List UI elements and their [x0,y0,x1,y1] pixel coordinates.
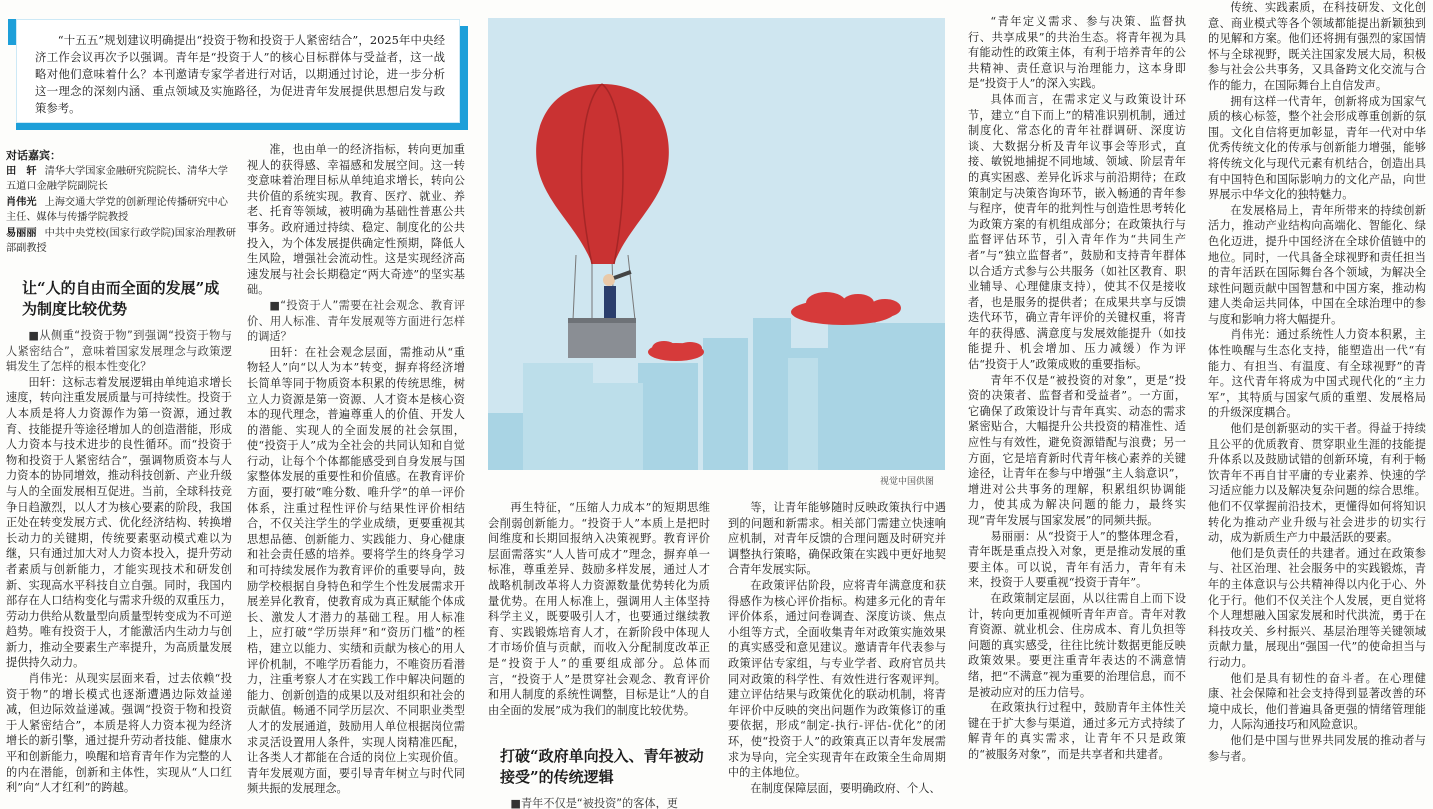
column-1 [6,328,232,809]
guest-list [6,148,238,257]
guest-heading: 对话嘉宾： [6,149,61,162]
image-credit: 视觉中国供图 [880,477,935,487]
column-3 [488,500,710,738]
body-paragraph: 肖伟光：通过系统性人力资本积累，主体性唤醒与生态化支持，能塑造出一代“有能力、有担当、有温度、有全球视野”的青年。这代青年将成为中国式现代化的“主力军”，其特质与国家气质的重塑、发展格局的升级深度耦合。 [1208,328,1426,420]
question-paragraph: ■青年不仅是“被投资”的客体，更 [510,797,678,809]
guest-name: 肖伟光 [6,196,37,208]
guest-desc: 上海交通大学党的创新理论传播研究中心主任、媒体与传播学院教授 [6,196,228,223]
question-paragraph: ■“投资于人”需要在社会观念、教育评价、用人标准、青年发展观等方面进行怎样的调适？ [247,298,465,344]
intro-decoration-bar [8,19,16,45]
column-5 [968,14,1186,809]
body-paragraph: 在发展格局上，青年所带来的持续创新活力，推动产业结构向高端化、智能化、绿色化迈进，提升中国经济在全球价值链中的地位。同时，一代具备全球视野和责任担当的青年活跃在国际舞台各个领域，为解决全球性问题贡献中国智慧和中国方案，推动构建人类命运共同体，中国在全球治理中的参与度和影响力将大幅提升。 [1208,203,1426,326]
body-paragraph: 田轩：这标志着发展逻辑由单纯追求增长速度，转向注重发展质量与可持续性。投资于人本质是将人力资源作为第一资源，通过教育、技能提升等途径增加人的创造潜能，形成人力资本与技术进步的良性循环。而“投资于物和投资于人紧密结合”，强调物质资本与人力资本的协同增效，推动科技创新、产业升级与人的全面发展相互促进。当前，全球科技竞争日趋激烈，以人才为核心要素的阶段，我国正处在转变发展方式、优化经济结构、转换增长动力的关键期，传统要素驱动模式难以为继，只有通过加大对人力资本投入，提升劳动者素质与创新能力，才能实现技术和研发创新、实现高水平科技自立自强。同时，我国内部存在人口结构变化与需求升级的双重压力，劳动力供给从数量型向质量型转变成为不可逆趋势。唯有投资于人，才能激活内生动力与创新力，推动全要素生产率提升，为高质量发展提供持久动力。 [6,375,232,670]
column-2 [247,142,465,809]
body-paragraph: 在政策制定层面，从以往需自上而下设计，转向更加重视倾听青年声音。青年对教育资源、就业机会、住房成本、育儿负担等问题的真实感受，往往比统计数据更能反映政策效果。要更注重青年表达的不满意情绪，把“不满意”视为重要的治理信息，而不是被动应对的压力信号。 [968,591,1186,699]
guest-desc: 中共中央党校(国家行政学院)国家治理教研部副教授 [6,227,236,254]
intro-decoration-bottom [16,122,468,130]
column-4 [728,500,946,809]
guest-name: 田 轩 [6,165,37,177]
body-paragraph: 他们是具有韧性的奋斗者。在心理健康、社会保障和社会支持得到显著改善的环境中成长，他们普遍具备更强的情绪管理能力，人际沟通技巧和风险意识。 [1208,671,1426,732]
intro-decoration-side [460,26,468,130]
section-heading-1: 让“人的自由而全面的发展”成为制度比较优势 [22,279,220,318]
body-paragraph: 传统、实践素质，在科技研发、文化创意、商业模式等各个领域都能提出新颖独到的见解和方案。他们还将拥有强烈的家国情怀与全球视野，既关注国家发展大局，积极参与社会公共事务，又具备跨文化交流与合作的能力，在国际舞台上自信发声。 [1208,1,1426,92]
body-paragraph: 在政策执行过程中，鼓励青年主体性关键在于扩大参与渠道，通过多元方式持续了解青年的真实需求，让青年不只是政策的“被服务对象”，而是共享者和共建者。 [968,701,1186,761]
guest-name: 易丽丽 [6,227,37,239]
body-paragraph: 肖伟光：从现实层面来看，过去依赖“投资于物”的增长模式也逐渐遭遇边际效益递减，但边际效益递减。强调“投资于物和投资于人紧密结合”，本质是将人力资本视为经济增长的新引擎，通过提升劳动者技能、健康水平和创新能力，唤醒和培育青年作为完整的人的内在潜能，创新和主体性，实现从“人口红利”向“人才红利”的跨越。 [6,672,232,795]
body-paragraph: 准，也由单一的经济指标，转向更加重视人的获得感、幸福感和发展空间。这一转变意味着治理目标从单纯追求增长，转向公共价值的系统实现。教育、医疗、就业、养老、托育等领域，被明确为基础性普惠公共事务。政府通过持续、稳定、制度化的公共投入，为个体发展提供确定性预期，降低人生风险，增强社会流动性。这是实现经济高速发展与社会长期稳定“两大奇迹”的坚实基础。 [247,143,465,297]
body-paragraph: 田轩：在社会观念层面，需推动从“重物轻人”向“以人为本”转变，摒弃将经济增长简单等同于物质资本积累的传统思维，树立人力资源是第一资源、人才资本是核心资本的现代理念，普遍尊重人的价值、开发人的潜能、实现人的全面发展的社会氛围，使“投资于人”成为全社会的共同认知和自觉行动，让每个个体都能感受到自身发展与国家整体发展的重要性和价值感。在教育评价方面，要打破“唯分数、唯升学”的单一评价体系，注重过程性评价与结果性评价相结合，不仅关注学生的学业成绩，更要重视其思想品德、创新能力、实践能力、身心健康和社会责任感的培养。要将学生的终身学习和可持续发展作为教育评价的重要导向，鼓励学校根据自身特色和学生个性发展需求开展差异化教育，使教育成为真正赋能个体成长、激发人才潜力的基础工程。用人标准上，应打破“学历崇拜”和“资历门槛”的桎梏，建立以能力、实绩和贡献为核心的用人评价机制，不唯学历看能力，不唯资历看潜力，注重考察人才在实践工作中解决问题的能力、创新创造的成果以及对组织和社会的贡献值。畅通不同学历层次、不同职业类型人才的发展通道，鼓励用人单位根据岗位需求灵活设置用人条件，实现人岗精准匹配，让各类人才都能在合适的岗位上实现价值。青年发展观方面，要引导青年树立与时代同频共振的发展理念。 [247,345,465,796]
hot-air-balloon-illustration [488,18,945,470]
body-paragraph: 他们是中国与世界共同发展的推动者与参与者。 [1208,733,1426,763]
column-6 [1208,0,1426,809]
column-3-continued [488,796,710,809]
intro-summary: “十五五”规划建议明确提出“投资于物和投资于人紧密结合”，2025年中央经济工作会议再次予以强调。青年是“投资于人”的核心目标群体与受益者，这一战略对他们意味着什么？本刊邀请专家学者进行对话，以期通过讨论，进一步分析这一理念的深刻内涵、重点领域及实施路径，为促进青年发展提供思想启发与政策参考。 [16,19,460,123]
section-heading-2: 打破“政府单向投入、青年被动接受”的传统逻辑 [500,747,704,786]
guest-item [6,195,238,226]
body-paragraph: 具体而言，在需求定义与政策设计环节，建立“自下而上”的精准识别机制，通过制度化、常态化的青年社群调研、深度访谈、大数据分析及青年议事会等形式，直接、敏锐地捕捉不同地域、领域、阶层青年的真实困惑、差异化诉求与前沿期待；在政策制定与决策咨询环节，嵌入畅通的青年参与程序，使青年的批判性与创造性思考转化为政策方案的有机组成部分；在政策执行与监督评估环节，引入青年作为“共同生产者”与“独立监督者”，鼓励和支持青年群体以合适方式参与公共服务（如社区教育、职业辅导、心理健康支持），使其不仅是接收者，也是服务的提供者；在成果共享与反馈迭代环节，确立青年评价的关键权重，将青年的获得感、满意度与发展效能提升（如技能提升、机会增加、压力减缓）作为评估“投资于人”政策成败的重要指标。 [968,92,1186,372]
guest-desc: 清华大学国家金融研究院院长、清华大学五道口金融学院副院长 [6,165,228,192]
body-paragraph: 在政策评估阶段，应将青年满意度和获得感作为核心评价指标。构建多元化的青年评价体系，通过问卷调查、深度访谈、焦点小组等方式，全面收集青年对政策实施效果的真实感受和意见建议。邀请青年代表参与政策评估专家组，与专业学者、政府官员共同对政策的科学性、有效性进行客观评判。建立评估结果与政策优化的联动机制，将青年评价中反映的突出问题作为政策修订的重要依据，形成“制定-执行-评估-优化”的闭环，使“投资于人”的政策真正以青年发展需求为导向，完全实现青年在政策全生命周期中的主体地位。 [728,578,946,780]
body-paragraph: 青年不仅是“被投资的对象”，更是“投资的决策者、监督者和受益者”。一方面，它确保了政策设计与青年真实、动态的需求紧密贴合，大幅提升公共投资的精准性、适应性与有效性，避免资源错配与浪费；另一方面，它是培育新时代青年核心素养的关键途径，让青年在参与中增强“主人翁意识”，增进对公共事务的理解，积累组织协调能力，使其成为解决问题的能力，最终实现“青年发展与国家发展”的同频共振。 [968,373,1186,527]
illustration-svg [488,18,945,470]
body-paragraph: 他们是负责任的共建者。通过在政策参与、社区治理、社会服务中的实践锻炼，青年的主体意识与公共精神得以内化于心、外化于行。他们不仅关注个人发展，更自觉将个人理想融入国家发展和时代洪流，勇于在科技攻关、乡村振兴、基层治理等关键领域贡献力量，展现出“强国一代”的使命担当与行动力。 [1208,546,1426,669]
question-paragraph: ■从侧重“投资于物”到强调“投资于物与人紧密结合”，意味着国家发展理念与政策逻辑发生了怎样的根本性变化？ [6,329,232,374]
body-paragraph: 易丽丽：从“投资于人”的整体理念看，青年既是重点投入对象，更是推动发展的重要主体。可以说，青年有活力，青年有未来，投资于人要重视“投资于青年”。 [968,529,1186,590]
body-paragraph: 在制度保障层面，要明确政府、个人、 [750,781,941,795]
guest-item [6,226,238,257]
body-paragraph: 再生特征，“压缩人力成本”的短期思维会削弱创新能力。“投资于人”本质上是把时间维度和长期回报纳入决策视野。教育评价层面需落实“人人皆可成才”理念，摒弃单一标准，尊重差异、鼓励多样发展，通过人才战略机制改革将人力资源数量优势转化为质量优势。在用人标准上，强调用人主体坚持科学主义，既要吸引人才，也要通过继续教育、实践锻炼培育人才，在新阶段中体现人才市场价值与贡献，而收入分配制度改革正是“投资于人”的重要组成部分。总体而言，“投资于人”是贯穿社会观念、教育评价和用人制度的系统性调整，目标是让“人的自由全面的发展”成为我们的制度比较优势。 [488,501,710,717]
body-paragraph: 他们是创新驱动的实干者。得益于持续且公平的优质教育、贯穿职业生涯的技能提升体系以及鼓励试错的创新环境，有利于畅饮青年不再自甘平庸的专业素养、快速的学习适应能力以及解决复杂问题的综合思维。他们不仅掌握前沿技术，更懂得如何将知识转化为推动产业升级与社会进步的切实行动，成为新质生产力中最活跃的要素。 [1208,422,1426,545]
body-paragraph: “青年定义需求、参与决策、监督执行、共享成果”的共治生态。将青年视为具有能动性的政策主体，有利于培养青年的公共精神、责任意识与治理能力，这本身即是“投资于人”的深入实践。 [968,15,1186,91]
balloon-basket [568,318,636,358]
guest-item [6,164,238,195]
body-paragraph: 拥有这样一代青年，创新将成为国家气质的核心标签，整个社会形成尊重创新的氛围。文化自信将更加彰显，青年一代对中华优秀传统文化的传承与创新能力增强，能够将传统文化与现代元素有机结合，创造出具有中国特色和国际影响力的文化产品，向世界展示中华文化的独特魅力。 [1208,94,1426,202]
body-paragraph: 等，让青年能够随时反映政策执行中遇到的问题和新需求。相关部门需建立快速响应机制，对青年反馈的合理问题及时研究并调整执行策略，确保政策在实践中更好地契合青年发展实际。 [728,501,946,577]
